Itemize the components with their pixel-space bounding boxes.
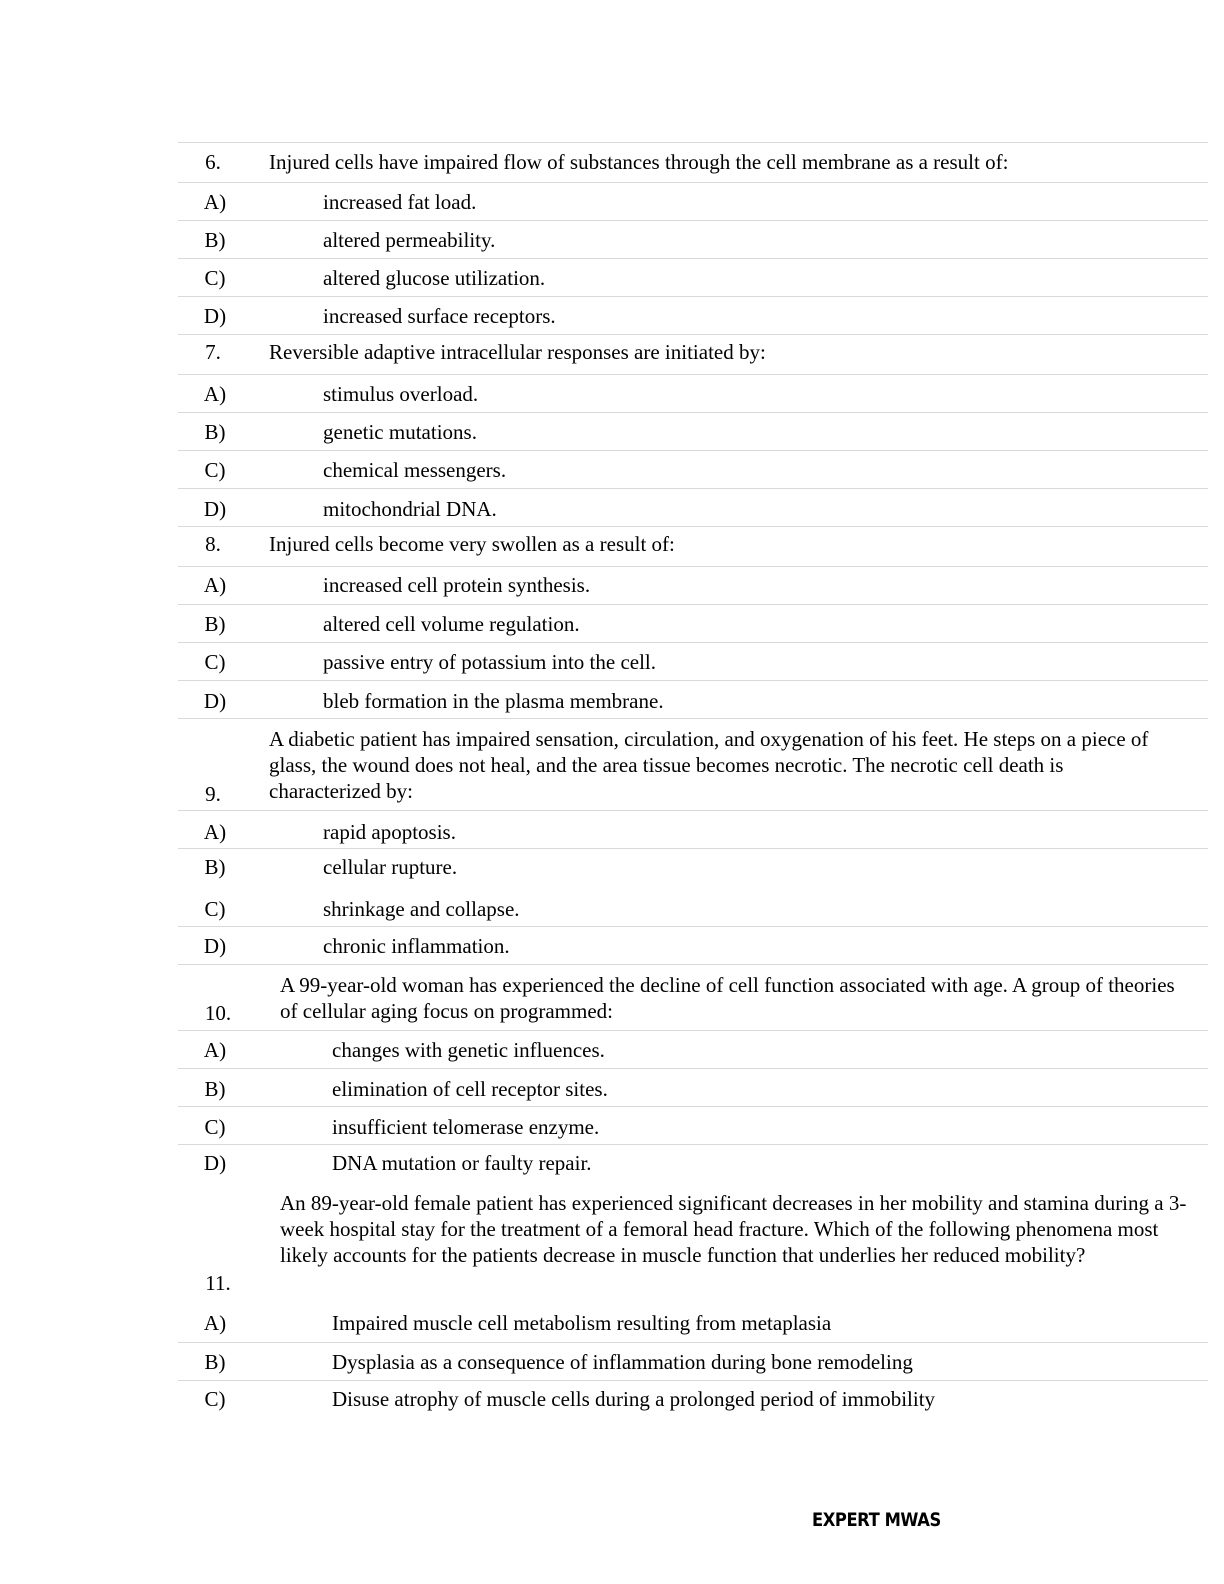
option-label: A) xyxy=(203,190,227,214)
question-11-option-b xyxy=(178,1342,1208,1380)
option-label: B) xyxy=(204,420,226,444)
option-label: B) xyxy=(204,855,226,879)
option-text: chronic inflammation. xyxy=(323,934,510,958)
option-text: Impaired muscle cell metabolism resulting from metaplasia xyxy=(332,1311,832,1335)
question-10-option-a xyxy=(178,1030,1208,1068)
question-11-row xyxy=(178,1182,1208,1304)
option-text: increased fat load. xyxy=(323,190,477,214)
question-9-option-a xyxy=(178,810,1208,848)
question-number: 10. xyxy=(204,1001,232,1025)
question-6-option-d xyxy=(178,296,1208,334)
footer-watermark: EXPERT MWAS xyxy=(812,1509,941,1531)
option-text: Dysplasia as a consequence of inflammation during bone remodeling xyxy=(332,1350,913,1374)
question-10-row xyxy=(178,964,1208,1030)
option-label: C) xyxy=(204,458,226,482)
question-6-option-b xyxy=(178,220,1208,258)
question-8-option-d xyxy=(178,680,1208,718)
option-label: A) xyxy=(203,573,227,597)
question-text: A 99-year-old woman has experienced the decline of cell function associated with age. A group of theories of cellular aging focus on programmed: xyxy=(280,973,1175,1023)
option-label: D) xyxy=(203,1151,227,1175)
option-text: altered cell volume regulation. xyxy=(323,612,580,636)
option-text: elimination of cell receptor sites. xyxy=(332,1077,608,1101)
option-text: rapid apoptosis. xyxy=(323,820,456,844)
question-11-option-a xyxy=(178,1304,1208,1342)
question-text: A diabetic patient has impaired sensation, circulation, and oxygenation of his feet. He steps on a piece of glass, the wound does not heal, and the area tissue becomes necrotic. The necrotic cell death is characterized by: xyxy=(269,727,1149,803)
option-label: B) xyxy=(204,1350,226,1374)
option-label: B) xyxy=(204,228,226,252)
option-label: D) xyxy=(203,934,227,958)
option-text: bleb formation in the plasma membrane. xyxy=(323,689,664,713)
option-label: B) xyxy=(204,1077,226,1101)
question-number: 7. xyxy=(205,340,221,364)
question-9-option-d xyxy=(178,926,1208,964)
question-number: 8. xyxy=(205,532,221,556)
option-label: A) xyxy=(203,820,227,844)
option-text: mitochondrial DNA. xyxy=(323,497,497,521)
question-9-row xyxy=(178,718,1208,810)
question-text: Reversible adaptive intracellular responses are initiated by: xyxy=(269,340,766,364)
question-10-option-d xyxy=(178,1144,1208,1182)
question-number: 11. xyxy=(205,1271,231,1295)
option-text: DNA mutation or faulty repair. xyxy=(332,1151,592,1175)
option-label: A) xyxy=(203,382,227,406)
option-text: changes with genetic influences. xyxy=(332,1038,605,1062)
option-text: cellular rupture. xyxy=(323,855,458,879)
option-text: insufficient telomerase enzyme. xyxy=(332,1115,600,1139)
question-11-option-c xyxy=(178,1380,1208,1418)
question-text: Injured cells become very swollen as a result of: xyxy=(269,532,675,556)
option-text: increased surface receptors. xyxy=(323,304,556,328)
question-9-option-b xyxy=(178,848,1208,888)
option-text: shrinkage and collapse. xyxy=(323,897,520,921)
option-label: D) xyxy=(203,689,227,713)
question-number: 6. xyxy=(205,150,221,174)
option-text: Disuse atrophy of muscle cells during a prolonged period of immobility xyxy=(332,1387,936,1411)
option-label: C) xyxy=(204,266,226,290)
question-number: 9. xyxy=(205,782,221,806)
question-8-option-a xyxy=(178,566,1208,604)
option-label: A) xyxy=(203,1311,227,1335)
option-label: C) xyxy=(204,1387,226,1411)
option-label: D) xyxy=(203,497,227,521)
option-label: A) xyxy=(203,1038,227,1062)
question-9-option-c xyxy=(178,888,1208,926)
question-8-option-c xyxy=(178,642,1208,680)
question-10-option-c xyxy=(178,1106,1208,1144)
option-label: D) xyxy=(203,304,227,328)
question-10-option-b xyxy=(178,1068,1208,1106)
option-label: B) xyxy=(204,612,226,636)
question-8-row xyxy=(178,526,1208,566)
option-label: C) xyxy=(204,897,226,921)
question-text: Injured cells have impaired flow of substances through the cell membrane as a result of: xyxy=(269,150,1009,174)
option-label: C) xyxy=(204,650,226,674)
question-text: An 89-year-old female patient has experienced significant decreases in her mobility and stamina during a 3-week hospital stay for the treatment of a femoral head fracture. Which of the following phenomena most likely accounts for the patients decrease in muscle function that underlies her reduced mobility? xyxy=(280,1191,1187,1267)
question-7-option-d xyxy=(178,488,1208,526)
option-text: genetic mutations. xyxy=(323,420,477,444)
question-7-row xyxy=(178,334,1208,374)
question-6-option-a xyxy=(178,182,1208,220)
question-7-option-c xyxy=(178,450,1208,488)
question-8-option-b xyxy=(178,604,1208,642)
option-text: chemical messengers. xyxy=(323,458,507,482)
option-text: increased cell protein synthesis. xyxy=(323,573,591,597)
option-label: C) xyxy=(204,1115,226,1139)
question-6-row xyxy=(178,142,1208,182)
question-7-option-b xyxy=(178,412,1208,450)
option-text: stimulus overload. xyxy=(323,382,479,406)
question-6-option-c xyxy=(178,258,1208,296)
option-text: altered permeability. xyxy=(323,228,496,252)
option-text: passive entry of potassium into the cell. xyxy=(323,650,657,674)
option-text: altered glucose utilization. xyxy=(323,266,546,290)
question-7-option-a xyxy=(178,374,1208,412)
